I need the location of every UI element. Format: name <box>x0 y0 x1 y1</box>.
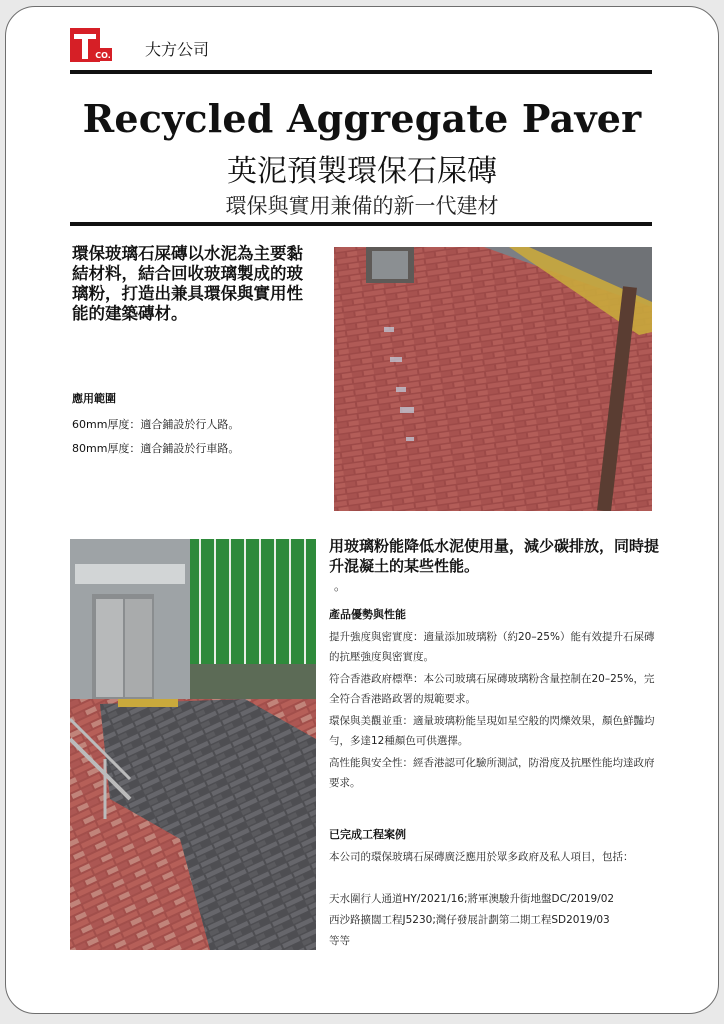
logo-text: CO. <box>95 51 111 60</box>
project-item: 天水圍行人通道HY/2021/16;將軍澳駿升街地盤DC/2019/02 <box>329 893 615 905</box>
title-chinese: 英泥預製環保石屎磚 <box>227 154 497 189</box>
advantage-safety: 高性能與安全性：經香港認可化驗所測試，防滑度及抗壓性能均達政府要求。 <box>329 757 655 789</box>
application-line-60mm: 60mm厚度：適合鋪設於行人路。 <box>72 418 240 431</box>
sidewalk-paver-photo <box>334 247 652 511</box>
project-item-etc: 等等 <box>329 935 350 947</box>
company-name: 大方公司 <box>145 40 210 59</box>
title-english: Recycled Aggregate Paver <box>82 96 642 141</box>
lead-trailing-mark: 。 <box>334 579 347 593</box>
header-bottom-rule <box>70 222 652 226</box>
advantage-strength: 提升強度與密實度：適量添加玻璃粉（約20–25%）能有效提升石屎磚的抗壓強度與密實度。 <box>329 631 655 663</box>
projects-heading: 已完成工程案例 <box>329 828 406 841</box>
lift-lobby-paver-photo <box>70 539 316 950</box>
application-line-80mm: 80mm厚度：適合鋪設於行車路。 <box>72 442 240 455</box>
lead-paragraph: 用玻璃粉能降低水泥使用量，減少碳排放，同時提升混凝土的某些性能。 <box>329 537 660 575</box>
company-logo <box>70 28 112 62</box>
advantage-standard: 符合香港政府標準：本公司玻璃石屎磚玻璃粉含量控制在20–25%，完全符合香港路政署的規範要求。 <box>329 673 655 705</box>
subtitle: 環保與實用兼備的新一代建材 <box>225 194 499 218</box>
application-heading: 應用範圍 <box>72 392 116 405</box>
advantages-heading: 產品優勢與性能 <box>329 608 406 621</box>
project-item: 西沙路擴闊工程J5230;灣仔發展計劃第二期工程SD2019/03 <box>329 914 610 926</box>
intro-paragraph: 環保玻璃石屎磚以水泥為主要黏結材料，結合回收玻璃製成的玻璃粉，打造出兼具環保與實用性能的建築磚材。 <box>72 244 303 323</box>
advantage-aesthetics: 環保與美觀並重：適量玻璃粉能呈現如星空般的閃爍效果，顏色鮮豔均勻，多達12種顏色可供選擇。 <box>329 715 655 747</box>
top-rule <box>70 70 652 74</box>
projects-intro: 本公司的環保玻璃石屎磚廣泛應用於眾多政府及私人項目，包括： <box>329 851 634 863</box>
